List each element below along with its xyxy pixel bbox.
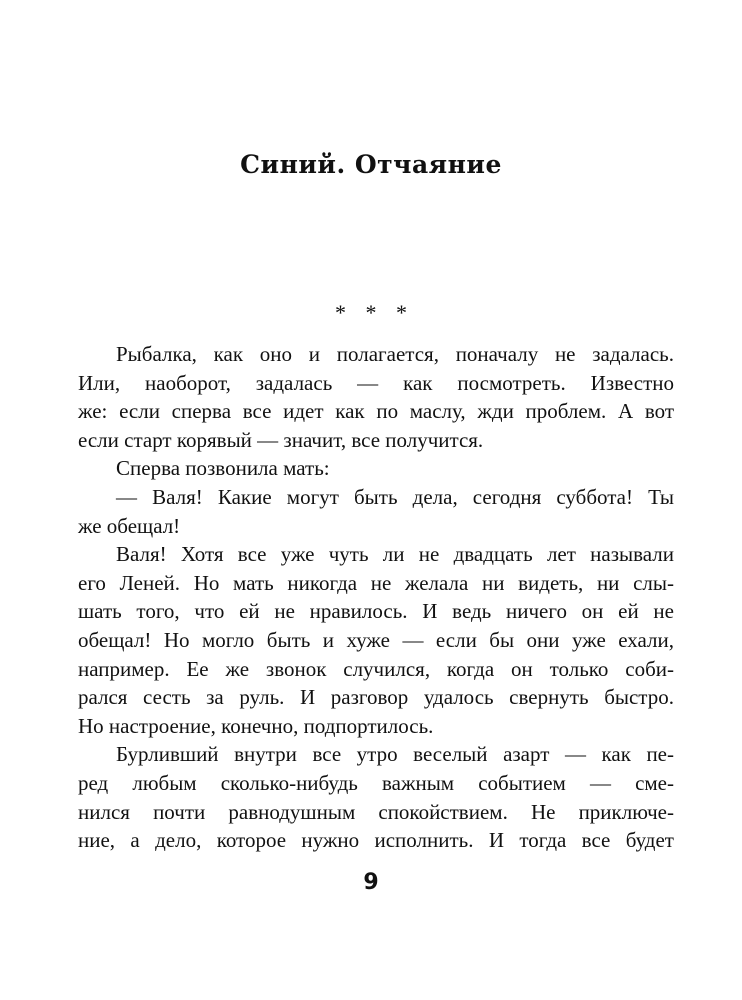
text-line: например. Ее же звонок случился, когда он только соби-: [78, 656, 674, 681]
text-line: Валя! Хотя все уже чуть ли не двадцать лет называли: [116, 542, 674, 567]
text-line: Рыбалка, как оно и полагается, поначалу не задалась.: [116, 342, 674, 366]
section-break-asterisks: * * *: [335, 300, 407, 325]
text-line: Сперва позвонила мать:: [116, 456, 330, 481]
text-line: ние, а дело, которое нужно исполнить. И тогда все будет: [78, 828, 674, 853]
text-line: шать того, что ей не нравилось. И ведь ничего он ей не: [78, 599, 674, 624]
body-text: [78, 340, 674, 855]
text-line: нился почти равнодушным спокойствием. Не приключе-: [78, 799, 674, 824]
text-line: Или, наоборот, задалась — как посмотреть. Известно: [78, 370, 674, 395]
text-line: его Леней. Но мать никогда не желала ни видеть, ни слы-: [78, 570, 674, 595]
text-line: же обещал!: [78, 513, 181, 538]
text-line: рался сесть за руль. И разговор удалось свернуть быстро.: [78, 685, 674, 710]
text-line: обещал! Но могло быть и хуже — если бы они уже ехали,: [78, 627, 674, 652]
text-line: Но настроение, конечно, подпортилось.: [78, 713, 434, 738]
text-line: Бурливший внутри все утро веселый азарт — как пе-: [116, 742, 674, 767]
page-number: 9: [363, 870, 379, 895]
text-line: если старт корявый — значит, все получится.: [78, 427, 484, 452]
text-line: — Валя! Какие могут быть дела, сегодня суббота! Ты: [116, 484, 674, 509]
text-line: ред любым сколько-нибудь важным событием — сме-: [78, 770, 674, 795]
chapter-title: Синий. Отчаяние: [240, 150, 502, 179]
text-line: же: если сперва все идет как по маслу, жди проблем. А вот: [78, 399, 674, 424]
